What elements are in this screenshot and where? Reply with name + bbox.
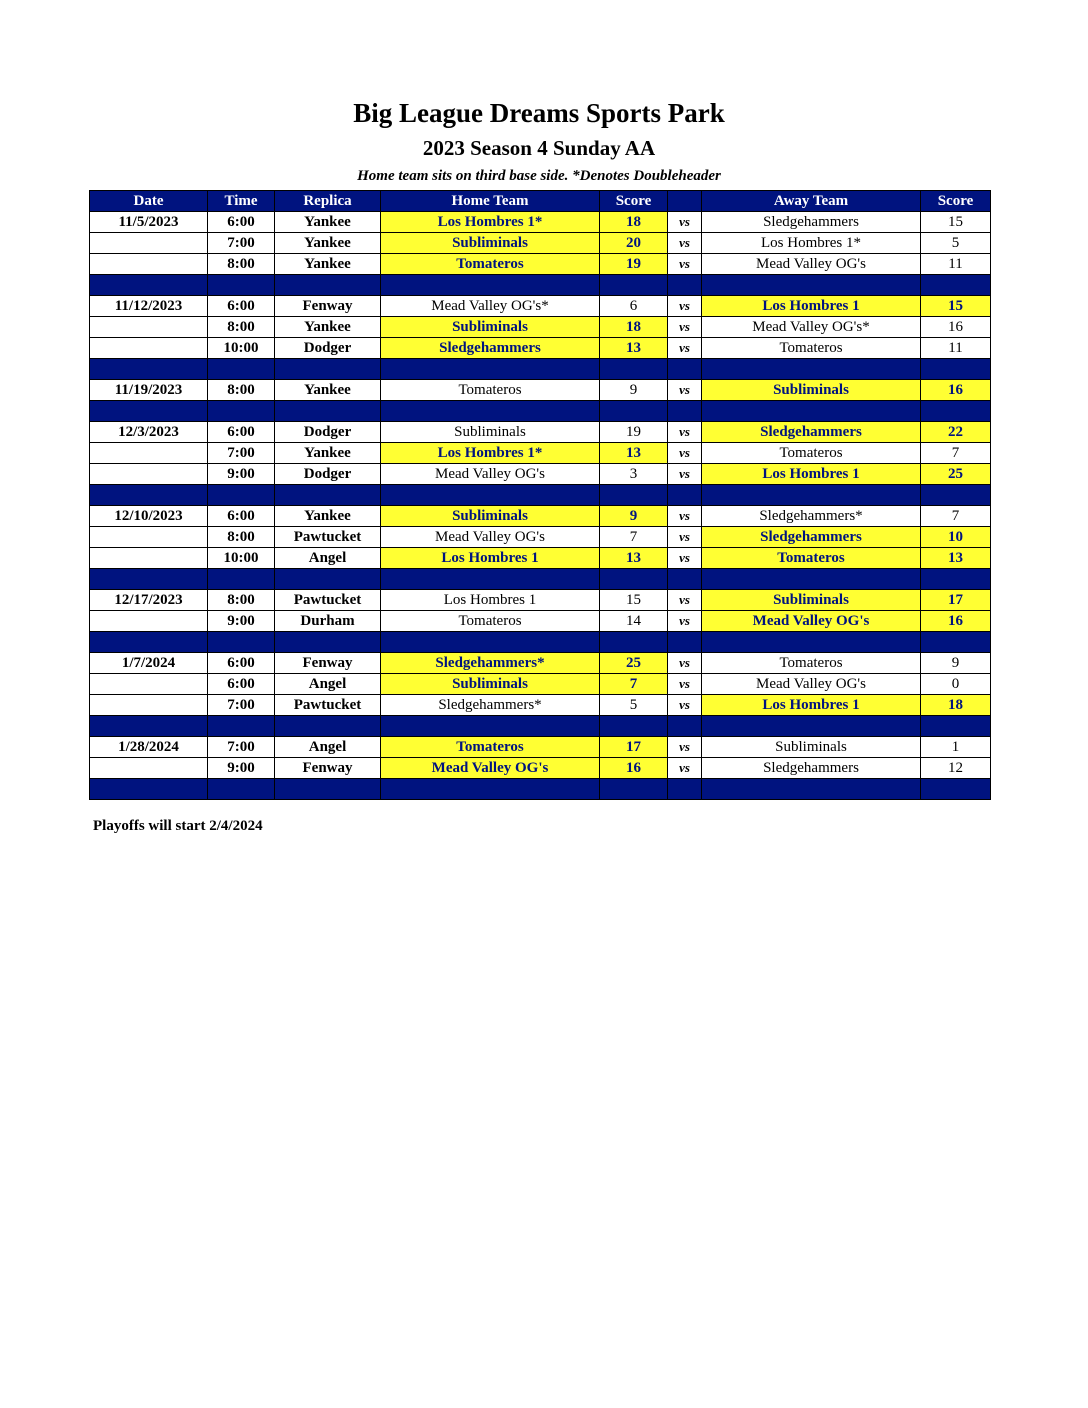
cell-replica: Yankee <box>275 233 381 254</box>
cell-vs: vs <box>668 233 702 254</box>
cell-replica: Fenway <box>275 653 381 674</box>
cell-home-team: Mead Valley OG's <box>381 464 600 485</box>
cell-time: 6:00 <box>208 506 275 527</box>
cell-time: 8:00 <box>208 590 275 611</box>
cell-home-score: 15 <box>600 590 668 611</box>
table-row <box>90 527 991 548</box>
cell-away-score: 15 <box>921 212 991 233</box>
cell-replica: Dodger <box>275 422 381 443</box>
cell-away-score: 5 <box>921 233 991 254</box>
separator-cell <box>208 275 275 296</box>
cell-away-score: 0 <box>921 674 991 695</box>
separator-cell <box>921 485 991 506</box>
separator-cell <box>275 359 381 380</box>
cell-home-score: 3 <box>600 464 668 485</box>
separator-cell <box>275 485 381 506</box>
cell-replica: Durham <box>275 611 381 632</box>
separator-cell <box>600 632 668 653</box>
separator-row <box>90 275 991 296</box>
separator-cell <box>921 632 991 653</box>
cell-home-score: 18 <box>600 317 668 338</box>
cell-date: 12/3/2023 <box>90 422 208 443</box>
cell-home-team: Los Hombres 1* <box>381 212 600 233</box>
cell-home-team: Tomateros <box>381 737 600 758</box>
cell-vs: vs <box>668 590 702 611</box>
col-header-home-team: Home Team <box>381 191 600 212</box>
cell-home-score: 17 <box>600 737 668 758</box>
cell-date <box>90 233 208 254</box>
table-row <box>90 653 991 674</box>
table-row <box>90 296 991 317</box>
separator-cell <box>668 275 702 296</box>
table-row <box>90 254 991 275</box>
col-header-vs <box>668 191 702 212</box>
cell-away-team: Subliminals <box>702 737 921 758</box>
separator-row <box>90 632 991 653</box>
cell-home-score: 19 <box>600 422 668 443</box>
cell-home-score: 6 <box>600 296 668 317</box>
separator-row <box>90 779 991 800</box>
cell-replica: Angel <box>275 674 381 695</box>
cell-home-team: Los Hombres 1* <box>381 443 600 464</box>
cell-time: 10:00 <box>208 548 275 569</box>
cell-date <box>90 758 208 779</box>
cell-away-team: Mead Valley OG's <box>702 674 921 695</box>
col-header-date: Date <box>90 191 208 212</box>
cell-away-score: 25 <box>921 464 991 485</box>
separator-cell <box>668 632 702 653</box>
table-row <box>90 737 991 758</box>
cell-vs: vs <box>668 443 702 464</box>
table-row <box>90 548 991 569</box>
cell-home-team: Sledgehammers* <box>381 653 600 674</box>
schedule-table <box>89 190 991 800</box>
separator-cell <box>600 779 668 800</box>
cell-time: 6:00 <box>208 212 275 233</box>
cell-home-score: 7 <box>600 674 668 695</box>
cell-home-team: Mead Valley OG's <box>381 527 600 548</box>
cell-home-score: 14 <box>600 611 668 632</box>
cell-away-score: 15 <box>921 296 991 317</box>
col-header-time: Time <box>208 191 275 212</box>
col-header-away-team: Away Team <box>702 191 921 212</box>
separator-cell <box>275 632 381 653</box>
cell-vs: vs <box>668 464 702 485</box>
separator-cell <box>921 401 991 422</box>
cell-vs: vs <box>668 296 702 317</box>
cell-away-team: Los Hombres 1 <box>702 296 921 317</box>
cell-vs: vs <box>668 737 702 758</box>
separator-cell <box>600 275 668 296</box>
separator-cell <box>208 779 275 800</box>
separator-cell <box>702 569 921 590</box>
separator-cell <box>208 632 275 653</box>
separator-cell <box>381 275 600 296</box>
separator-cell <box>208 359 275 380</box>
separator-cell <box>668 569 702 590</box>
cell-away-score: 13 <box>921 548 991 569</box>
table-row <box>90 443 991 464</box>
separator-cell <box>921 779 991 800</box>
cell-away-score: 16 <box>921 317 991 338</box>
cell-away-team: Subliminals <box>702 380 921 401</box>
cell-time: 10:00 <box>208 338 275 359</box>
cell-time: 7:00 <box>208 443 275 464</box>
cell-time: 7:00 <box>208 695 275 716</box>
cell-away-team: Tomateros <box>702 338 921 359</box>
cell-time: 9:00 <box>208 464 275 485</box>
separator-cell <box>90 401 208 422</box>
separator-cell <box>275 779 381 800</box>
separator-cell <box>381 779 600 800</box>
cell-date <box>90 674 208 695</box>
separator-cell <box>90 779 208 800</box>
cell-away-team: Mead Valley OG's <box>702 254 921 275</box>
cell-time: 7:00 <box>208 233 275 254</box>
cell-home-team: Mead Valley OG's* <box>381 296 600 317</box>
cell-time: 6:00 <box>208 674 275 695</box>
separator-cell <box>275 716 381 737</box>
separator-row <box>90 401 991 422</box>
header-row <box>90 191 991 212</box>
table-row <box>90 611 991 632</box>
cell-vs: vs <box>668 548 702 569</box>
separator-cell <box>381 716 600 737</box>
separator-cell <box>702 359 921 380</box>
separator-cell <box>668 401 702 422</box>
cell-home-team: Tomateros <box>381 254 600 275</box>
separator-cell <box>90 275 208 296</box>
table-row <box>90 317 991 338</box>
cell-home-score: 18 <box>600 212 668 233</box>
cell-away-score: 18 <box>921 695 991 716</box>
cell-date <box>90 548 208 569</box>
cell-away-score: 17 <box>921 590 991 611</box>
cell-away-team: Sledgehammers <box>702 212 921 233</box>
separator-cell <box>702 632 921 653</box>
separator-cell <box>668 716 702 737</box>
separator-cell <box>90 359 208 380</box>
table-row <box>90 674 991 695</box>
cell-away-team: Los Hombres 1* <box>702 233 921 254</box>
cell-replica: Angel <box>275 548 381 569</box>
cell-away-score: 1 <box>921 737 991 758</box>
cell-replica: Dodger <box>275 338 381 359</box>
cell-vs: vs <box>668 422 702 443</box>
playoffs-note: Playoffs will start 2/4/2024 <box>93 818 263 834</box>
cell-time: 8:00 <box>208 317 275 338</box>
separator-cell <box>600 485 668 506</box>
cell-home-score: 9 <box>600 506 668 527</box>
cell-date: 1/7/2024 <box>90 653 208 674</box>
cell-home-team: Subliminals <box>381 506 600 527</box>
cell-away-score: 16 <box>921 611 991 632</box>
cell-away-team: Los Hombres 1 <box>702 464 921 485</box>
separator-cell <box>381 359 600 380</box>
table-row <box>90 464 991 485</box>
cell-vs: vs <box>668 212 702 233</box>
separator-cell <box>90 569 208 590</box>
cell-away-score: 9 <box>921 653 991 674</box>
cell-vs: vs <box>668 254 702 275</box>
cell-date <box>90 464 208 485</box>
table-row <box>90 590 991 611</box>
cell-vs: vs <box>668 317 702 338</box>
cell-away-team: Sledgehammers <box>702 527 921 548</box>
cell-home-score: 13 <box>600 443 668 464</box>
col-header-away-score: Score <box>921 191 991 212</box>
cell-replica: Yankee <box>275 506 381 527</box>
separator-cell <box>600 569 668 590</box>
cell-home-team: Subliminals <box>381 674 600 695</box>
separator-cell <box>702 716 921 737</box>
table-row <box>90 695 991 716</box>
cell-replica: Pawtucket <box>275 527 381 548</box>
separator-cell <box>208 485 275 506</box>
cell-replica: Yankee <box>275 254 381 275</box>
cell-replica: Yankee <box>275 443 381 464</box>
cell-time: 8:00 <box>208 254 275 275</box>
cell-home-team: Los Hombres 1 <box>381 590 600 611</box>
separator-cell <box>702 779 921 800</box>
cell-time: 9:00 <box>208 758 275 779</box>
cell-away-team: Mead Valley OG's* <box>702 317 921 338</box>
cell-home-team: Tomateros <box>381 611 600 632</box>
table-row <box>90 758 991 779</box>
cell-home-score: 5 <box>600 695 668 716</box>
cell-date <box>90 527 208 548</box>
separator-cell <box>600 716 668 737</box>
separator-cell <box>600 401 668 422</box>
cell-replica: Pawtucket <box>275 590 381 611</box>
cell-date: 11/5/2023 <box>90 212 208 233</box>
cell-home-score: 20 <box>600 233 668 254</box>
cell-vs: vs <box>668 695 702 716</box>
separator-cell <box>381 485 600 506</box>
separator-cell <box>275 569 381 590</box>
table-row <box>90 338 991 359</box>
cell-away-score: 7 <box>921 506 991 527</box>
cell-time: 8:00 <box>208 527 275 548</box>
cell-date: 11/19/2023 <box>90 380 208 401</box>
cell-home-team: Subliminals <box>381 422 600 443</box>
separator-cell <box>90 716 208 737</box>
page-subtitle: 2023 Season 4 Sunday AA <box>422 136 656 160</box>
cell-away-score: 22 <box>921 422 991 443</box>
cell-vs: vs <box>668 674 702 695</box>
cell-away-score: 16 <box>921 380 991 401</box>
cell-away-team: Mead Valley OG's <box>702 611 921 632</box>
cell-away-team: Sledgehammers* <box>702 506 921 527</box>
doubleheader-note: Home team sits on third base side. *Denotes Doubleheader <box>357 168 721 184</box>
cell-away-team: Los Hombres 1 <box>702 695 921 716</box>
col-header-replica: Replica <box>275 191 381 212</box>
cell-vs: vs <box>668 338 702 359</box>
cell-away-score: 11 <box>921 254 991 275</box>
cell-replica: Yankee <box>275 212 381 233</box>
cell-home-score: 13 <box>600 548 668 569</box>
separator-row <box>90 716 991 737</box>
cell-home-team: Sledgehammers* <box>381 695 600 716</box>
cell-time: 8:00 <box>208 380 275 401</box>
cell-away-score: 12 <box>921 758 991 779</box>
cell-replica: Yankee <box>275 317 381 338</box>
separator-cell <box>381 569 600 590</box>
separator-cell <box>90 485 208 506</box>
cell-home-score: 25 <box>600 653 668 674</box>
cell-home-score: 7 <box>600 527 668 548</box>
cell-home-score: 9 <box>600 380 668 401</box>
separator-cell <box>921 716 991 737</box>
cell-date: 1/28/2024 <box>90 737 208 758</box>
separator-cell <box>702 401 921 422</box>
table-row <box>90 212 991 233</box>
table-row <box>90 506 991 527</box>
separator-cell <box>381 632 600 653</box>
cell-home-team: Tomateros <box>381 380 600 401</box>
cell-time: 6:00 <box>208 296 275 317</box>
cell-date <box>90 254 208 275</box>
cell-date <box>90 695 208 716</box>
cell-home-team: Los Hombres 1 <box>381 548 600 569</box>
cell-away-team: Tomateros <box>702 443 921 464</box>
cell-date <box>90 338 208 359</box>
separator-cell <box>921 359 991 380</box>
cell-date: 12/17/2023 <box>90 590 208 611</box>
cell-home-team: Subliminals <box>381 233 600 254</box>
cell-vs: vs <box>668 653 702 674</box>
separator-cell <box>668 485 702 506</box>
separator-cell <box>275 401 381 422</box>
cell-home-team: Sledgehammers <box>381 338 600 359</box>
cell-date: 12/10/2023 <box>90 506 208 527</box>
cell-vs: vs <box>668 758 702 779</box>
cell-date <box>90 317 208 338</box>
separator-cell <box>702 275 921 296</box>
cell-vs: vs <box>668 380 702 401</box>
cell-home-score: 16 <box>600 758 668 779</box>
separator-cell <box>668 359 702 380</box>
cell-home-team: Subliminals <box>381 317 600 338</box>
cell-time: 7:00 <box>208 737 275 758</box>
cell-date <box>90 443 208 464</box>
separator-row <box>90 359 991 380</box>
separator-cell <box>921 569 991 590</box>
separator-cell <box>702 485 921 506</box>
table-row <box>90 380 991 401</box>
page-title: Big League Dreams Sports Park <box>353 98 725 128</box>
cell-away-score: 10 <box>921 527 991 548</box>
separator-cell <box>600 359 668 380</box>
cell-replica: Yankee <box>275 380 381 401</box>
separator-cell <box>208 401 275 422</box>
cell-home-team: Mead Valley OG's <box>381 758 600 779</box>
separator-cell <box>208 569 275 590</box>
table-row <box>90 422 991 443</box>
cell-time: 9:00 <box>208 611 275 632</box>
cell-away-score: 7 <box>921 443 991 464</box>
cell-away-team: Subliminals <box>702 590 921 611</box>
cell-time: 6:00 <box>208 422 275 443</box>
cell-vs: vs <box>668 527 702 548</box>
separator-cell <box>275 275 381 296</box>
separator-cell <box>208 716 275 737</box>
cell-away-team: Tomateros <box>702 548 921 569</box>
table-row <box>90 233 991 254</box>
separator-cell <box>921 275 991 296</box>
separator-cell <box>381 401 600 422</box>
cell-home-score: 13 <box>600 338 668 359</box>
cell-vs: vs <box>668 506 702 527</box>
cell-replica: Fenway <box>275 758 381 779</box>
separator-cell <box>90 632 208 653</box>
schedule-body <box>90 212 991 800</box>
col-header-home-score: Score <box>600 191 668 212</box>
cell-replica: Fenway <box>275 296 381 317</box>
cell-away-team: Sledgehammers <box>702 422 921 443</box>
cell-away-score: 11 <box>921 338 991 359</box>
separator-row <box>90 485 991 506</box>
cell-replica: Pawtucket <box>275 695 381 716</box>
cell-replica: Dodger <box>275 464 381 485</box>
cell-away-team: Sledgehammers <box>702 758 921 779</box>
cell-date <box>90 611 208 632</box>
cell-date: 11/12/2023 <box>90 296 208 317</box>
separator-cell <box>668 779 702 800</box>
cell-replica: Angel <box>275 737 381 758</box>
cell-home-score: 19 <box>600 254 668 275</box>
cell-vs: vs <box>668 611 702 632</box>
cell-away-team: Tomateros <box>702 653 921 674</box>
separator-row <box>90 569 991 590</box>
cell-time: 6:00 <box>208 653 275 674</box>
